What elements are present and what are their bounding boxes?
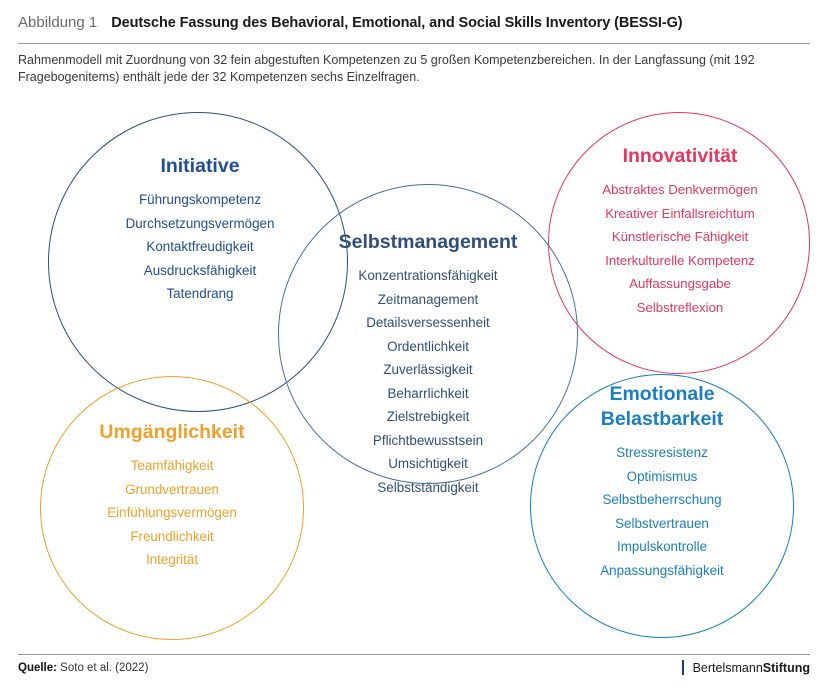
group-umgaenglichkeit [38,420,306,572]
group-title-emotionale-belastbarkeit [528,382,796,432]
header-divider [18,43,810,44]
list-item: Teamfähigkeit [130,458,214,473]
list-item: Zielstrebigkeit [386,409,470,424]
list-item: Anpassungsfähigkeit [600,562,724,578]
brand-name-light: Bertelsmann [692,660,763,675]
list-item: Selbstreflexion [636,299,724,315]
list-item: Einfühlungsvermögen [107,505,237,520]
list-item: Optimismus [626,468,698,484]
footer-divider [18,654,810,655]
group-items-innovativitaet [548,178,812,319]
list-item: Zuverlässigkeit [383,362,473,377]
figure-label: Abbildung 1 [18,14,98,31]
venn-diagram [0,96,828,641]
figure-title: Deutsche Fassung des Behavioral, Emotional, and Social Skills Inventory (BESSI-G) [111,15,683,31]
list-item: Tatendrang [166,286,234,301]
source-note [18,662,148,674]
group-emotionale-belastbarkeit [528,382,796,582]
list-item: Kontaktfreudigkeit [146,239,254,254]
list-item: Impulskontrolle [616,539,708,554]
group-title-umgaenglichkeit: Umgänglichkeit [99,421,245,443]
brand-name-bold: Stiftung [762,660,810,675]
source-text: Soto et al. (2022) [56,662,149,674]
list-item: Konzentrationsfähigkeit [358,268,498,283]
group-title-innovativitaet: Innovativität [622,145,738,167]
list-item: Freundlichkeit [130,528,214,544]
list-item: Kreativer Einfallsreichtum [605,205,755,221]
list-item: Umsichtigkeit [388,456,468,471]
list-item: Selbstständigkeit [377,479,479,495]
group-title-line1: Emotionale [609,383,715,405]
list-item: Durchsetzungsvermögen [125,215,275,231]
list-item: Zeitmanagement [377,291,479,307]
group-items-umgaenglichkeit [38,454,306,572]
list-item: Ausdrucksfähigkeit [143,262,257,278]
list-item: Selbstvertrauen [615,515,709,531]
list-item: Beharrlichkeit [387,385,469,401]
group-title-line2: Belastbarkeit [600,408,724,430]
source-label: Quelle: [18,662,57,674]
group-innovativitaet [548,144,812,319]
brand-name [693,661,810,675]
list-item: Künstlerische Fähigkeit [611,229,749,244]
list-item: Führungskompetenz [138,192,262,207]
group-title-selbstmanagement: Selbstmanagement [338,231,518,253]
list-item: Detailsversessenheit [366,315,490,330]
list-item: Stressresistenz [616,445,708,460]
brand-logo [682,660,810,675]
group-title-initiative: Initiative [160,155,240,177]
list-item: Auffassungsgabe [629,276,731,291]
list-item: Abstraktes Denkvermögen [602,182,758,197]
brand-bar-icon [682,660,684,675]
list-item: Grundvertrauen [125,481,219,497]
figure-header [18,14,810,31]
list-item: Integrität [145,552,199,567]
list-item: Selbstbeherrschung [602,492,722,507]
list-item: Interkulturelle Kompetenz [605,252,755,268]
list-item: Ordentlichkeit [387,338,469,354]
group-items-emotionale-belastbarkeit [528,441,796,582]
figure-subtitle: Rahmenmodell mit Zuordnung von 32 fein abgestuften Kompetenzen zu 5 großen Kompetenzbereichen. In der Langfassung (mit 192 Fragebogenitems) enthält jede der 32 Kompetenzen sechs Einzelfragen. [18,53,755,84]
list-item: Pflichtbewusstsein [372,432,484,448]
